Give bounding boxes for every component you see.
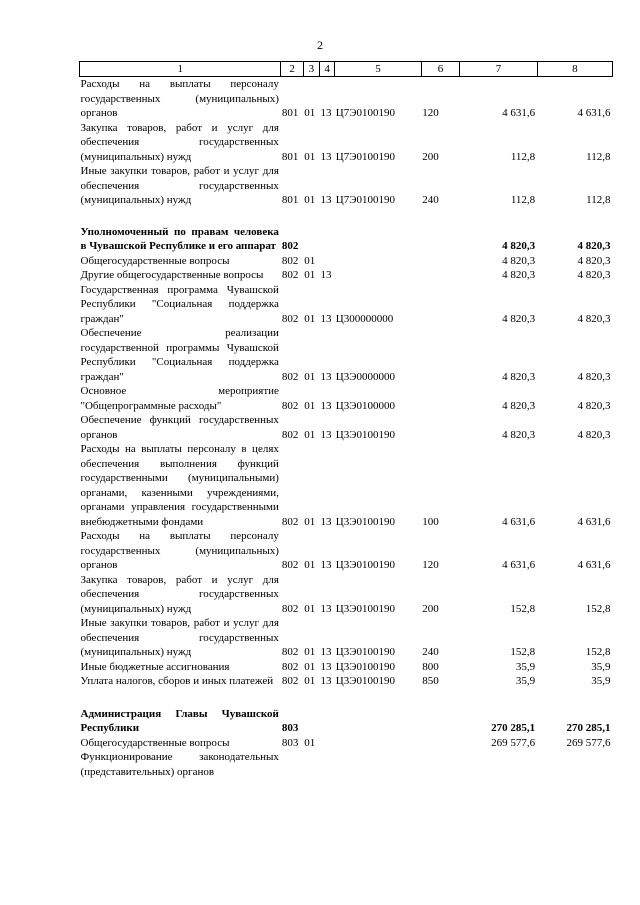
row-code-expense-type: 200 bbox=[422, 150, 439, 163]
row-code-target: Ц3Э0100190 bbox=[335, 602, 395, 615]
row-description: Другие общегосударственные вопросы bbox=[80, 269, 264, 281]
row-code-admin: 802 bbox=[281, 428, 299, 441]
row-amount-col7: 112,8 bbox=[510, 194, 536, 206]
row-description: Иные закупки товаров, работ и услуг для обеспечения государственных (муниципальных) нужд bbox=[80, 617, 279, 658]
row-code-expense-type: 850 bbox=[422, 675, 439, 687]
row-amount-col8: 4 820,3 bbox=[577, 254, 611, 267]
row-code-expense-type: 200 bbox=[422, 602, 439, 615]
row-code-expense-type: 240 bbox=[422, 194, 439, 206]
budget-table bbox=[79, 61, 613, 779]
row-amount-col7: 152,8 bbox=[510, 646, 536, 658]
row-code-target: Ц7Э0100190 bbox=[335, 107, 395, 119]
row-code-subsection bbox=[320, 750, 335, 779]
row-amount-col7: 4 820,3 bbox=[502, 428, 536, 441]
row-amount-col7: 4 820,3 bbox=[502, 254, 536, 267]
table-row bbox=[80, 283, 613, 327]
table-row bbox=[80, 164, 613, 208]
row-description: Закупка товаров, работ и услуг для обеспечения государственных (муниципальных) нужд bbox=[80, 573, 279, 615]
table-body bbox=[80, 77, 613, 780]
row-code-subsection: 13 bbox=[320, 602, 332, 615]
row-code-target bbox=[335, 750, 421, 779]
row-description: Общегосударственные вопросы bbox=[80, 736, 230, 749]
table-row bbox=[80, 660, 613, 675]
row-code-target: Ц3Э0100190 bbox=[335, 515, 395, 528]
row-code-admin bbox=[281, 750, 303, 779]
row-amount-col8: 4 631,6 bbox=[577, 559, 611, 571]
table-row bbox=[80, 529, 613, 573]
row-code-expense-type: 800 bbox=[422, 660, 439, 673]
table-row bbox=[80, 616, 613, 660]
row-code-target: Ц3Э0100190 bbox=[335, 428, 395, 441]
row-description: Обеспечение функций государственных органов bbox=[80, 414, 279, 441]
row-code-target: Ц3Э0100190 bbox=[335, 646, 395, 658]
row-code-admin: 801 bbox=[281, 107, 299, 119]
row-amount-col7: 4 631,6 bbox=[502, 515, 536, 528]
row-amount-col7: 269 577,6 bbox=[491, 736, 536, 749]
row-code-admin: 802 bbox=[281, 646, 299, 658]
table-row bbox=[80, 121, 613, 165]
row-amount-col8: 270 285,1 bbox=[566, 722, 611, 734]
row-description: Функционирование законодательных (представительных) органов bbox=[80, 751, 279, 778]
row-code-target: Ц300000000 bbox=[335, 312, 394, 325]
header-col-6: 6 bbox=[421, 62, 460, 77]
row-code-admin: 802 bbox=[281, 559, 299, 571]
row-amount-col7: 4 631,6 bbox=[502, 559, 536, 571]
row-code-section: 01 bbox=[304, 559, 316, 571]
row-amount-col8 bbox=[537, 750, 612, 779]
row-amount-col7: 4 631,6 bbox=[502, 107, 536, 119]
row-code-target: Ц7Э0100190 bbox=[335, 194, 395, 206]
spacer-row bbox=[80, 208, 613, 225]
row-description: Уплата налогов, сборов и иных платежей bbox=[80, 675, 274, 687]
header-col-2: 2 bbox=[281, 62, 303, 77]
row-code-admin: 802 bbox=[281, 660, 299, 673]
row-code-subsection: 13 bbox=[320, 107, 332, 119]
row-code-target bbox=[335, 225, 421, 254]
table-row bbox=[80, 268, 613, 283]
row-code-admin: 802 bbox=[281, 254, 299, 267]
row-description: Расходы на выплаты персоналу государственных (муниципальных) органов bbox=[80, 530, 279, 571]
table-row bbox=[80, 225, 613, 254]
row-code-subsection: 13 bbox=[320, 194, 332, 206]
row-code-expense-type bbox=[421, 283, 460, 327]
row-amount-col8: 4 820,3 bbox=[577, 370, 611, 383]
row-code-section: 01 bbox=[304, 602, 316, 615]
page-number: 2 bbox=[317, 38, 323, 52]
row-code-section: 01 bbox=[304, 107, 316, 119]
row-code-admin: 801 bbox=[281, 194, 299, 206]
spacer-cell bbox=[80, 689, 613, 707]
row-amount-col8: 152,8 bbox=[585, 646, 611, 658]
row-code-admin: 802 bbox=[281, 399, 299, 412]
row-code-subsection: 13 bbox=[320, 370, 332, 383]
row-code-expense-type: 120 bbox=[422, 107, 439, 119]
row-amount-col7: 4 820,3 bbox=[502, 399, 536, 412]
header-col-1: 1 bbox=[80, 62, 281, 77]
row-code-subsection bbox=[320, 707, 335, 736]
row-code-admin: 802 bbox=[281, 675, 299, 687]
row-amount-col8: 4 820,3 bbox=[577, 312, 611, 325]
row-code-subsection bbox=[320, 736, 335, 751]
row-code-target bbox=[335, 736, 421, 751]
header-col-5: 5 bbox=[335, 62, 421, 77]
row-code-expense-type bbox=[421, 254, 460, 269]
row-description: Закупка товаров, работ и услуг для обеспечения государственных (муниципальных) нужд bbox=[80, 121, 279, 163]
row-description: Администрация Главы Чувашской Республики bbox=[80, 707, 279, 734]
row-amount-col8: 4 631,6 bbox=[577, 107, 611, 119]
row-code-section: 01 bbox=[304, 399, 316, 412]
row-description: Расходы на выплаты персоналу государственных (муниципальных) органов bbox=[80, 78, 279, 119]
row-description: Расходы на выплаты персоналу в целях обеспечения выполнения функций государственными (муниципальными) органами, казенными учреждениями, органами управления государственными внебюджетными фондами bbox=[80, 443, 279, 528]
row-amount-col8: 4 820,3 bbox=[577, 269, 611, 281]
table-row bbox=[80, 413, 613, 442]
row-code-expense-type bbox=[421, 225, 460, 254]
row-description: Обеспечение реализации государственной программы Чувашской Республики "Социальная поддержка граждан" bbox=[80, 327, 279, 383]
row-amount-col8: 269 577,6 bbox=[566, 736, 611, 749]
row-description: Общегосударственные вопросы bbox=[80, 254, 230, 267]
row-code-expense-type: 100 bbox=[422, 515, 439, 528]
table-row bbox=[80, 736, 613, 751]
row-amount-col7: 4 820,3 bbox=[502, 312, 536, 325]
row-code-admin: 802 bbox=[281, 370, 299, 383]
row-code-section: 01 bbox=[304, 254, 316, 267]
row-amount-col8: 4 820,3 bbox=[577, 399, 611, 412]
row-code-expense-type bbox=[421, 384, 460, 413]
row-code-section: 01 bbox=[304, 675, 316, 687]
row-code-subsection: 13 bbox=[320, 428, 332, 441]
row-code-expense-type bbox=[421, 326, 460, 384]
row-code-subsection: 13 bbox=[320, 646, 332, 658]
row-code-subsection: 13 bbox=[320, 150, 332, 163]
row-description: Уполномоченный по правам человека в Чувашской Республике и его аппарат bbox=[80, 225, 279, 252]
row-amount-col7: 35,9 bbox=[515, 660, 536, 673]
row-code-section: 01 bbox=[304, 312, 316, 325]
row-code-admin: 803 bbox=[281, 722, 299, 734]
row-amount-col8: 112,8 bbox=[586, 150, 611, 163]
row-code-section: 01 bbox=[304, 660, 316, 673]
row-code-section: 01 bbox=[304, 646, 316, 658]
row-code-admin: 802 bbox=[281, 602, 299, 615]
row-code-subsection bbox=[320, 225, 335, 254]
row-code-target bbox=[335, 254, 421, 269]
row-code-expense-type bbox=[421, 413, 460, 442]
row-code-section bbox=[303, 225, 319, 254]
row-amount-col7: 112,8 bbox=[510, 150, 536, 163]
row-code-section: 01 bbox=[304, 428, 316, 441]
table-row bbox=[80, 254, 613, 269]
row-code-target: Ц3Э0100190 bbox=[335, 660, 395, 673]
row-description: Основное мероприятие "Общепрограммные расходы" bbox=[80, 385, 279, 412]
header-col-4: 4 bbox=[320, 62, 335, 77]
table-header-row bbox=[80, 62, 613, 77]
row-code-subsection: 13 bbox=[320, 675, 332, 687]
table-row bbox=[80, 326, 613, 384]
row-code-section: 01 bbox=[304, 150, 316, 163]
row-code-admin: 802 bbox=[281, 269, 299, 281]
header-col-3: 3 bbox=[303, 62, 319, 77]
row-code-expense-type bbox=[421, 750, 460, 779]
row-code-subsection: 13 bbox=[320, 312, 332, 325]
table-row bbox=[80, 707, 613, 736]
row-code-admin: 801 bbox=[281, 150, 299, 163]
table-row bbox=[80, 77, 613, 121]
row-amount-col8: 112,8 bbox=[586, 194, 611, 206]
spacer-cell bbox=[80, 208, 613, 225]
row-code-target: Ц7Э0100190 bbox=[335, 150, 395, 163]
spacer-row bbox=[80, 689, 613, 707]
row-amount-col8: 35,9 bbox=[591, 660, 611, 673]
row-code-subsection: 13 bbox=[320, 559, 332, 571]
row-code-subsection: 13 bbox=[320, 660, 332, 673]
row-code-target bbox=[335, 707, 421, 736]
row-code-expense-type bbox=[421, 707, 460, 736]
row-amount-col8: 152,8 bbox=[585, 602, 611, 615]
table-row bbox=[80, 750, 613, 779]
row-amount-col7: 152,8 bbox=[510, 602, 536, 615]
header-col-7: 7 bbox=[460, 62, 537, 77]
row-amount-col8: 4 820,3 bbox=[577, 240, 611, 252]
row-code-subsection bbox=[320, 254, 335, 269]
row-code-section: 01 bbox=[304, 370, 316, 383]
row-code-admin: 803 bbox=[281, 736, 299, 749]
row-amount-col8: 35,9 bbox=[591, 675, 611, 687]
row-code-target: Ц3Э0100190 bbox=[335, 675, 395, 687]
table-row bbox=[80, 442, 613, 529]
row-code-section: 01 bbox=[304, 515, 316, 528]
row-code-section bbox=[303, 707, 319, 736]
row-amount-col7 bbox=[460, 750, 537, 779]
row-code-section: 01 bbox=[304, 736, 316, 749]
row-description: Государственная программа Чувашской Республики "Социальная поддержка граждан" bbox=[80, 283, 279, 325]
header-col-8: 8 bbox=[537, 62, 612, 77]
row-amount-col8: 4 820,3 bbox=[577, 428, 611, 441]
row-code-admin: 802 bbox=[281, 515, 299, 528]
row-code-section: 01 bbox=[304, 269, 316, 281]
row-description: Иные закупки товаров, работ и услуг для обеспечения государственных (муниципальных) нужд bbox=[80, 165, 279, 206]
table-row bbox=[80, 573, 613, 617]
row-amount-col7: 4 820,3 bbox=[502, 240, 536, 252]
row-code-target bbox=[335, 268, 421, 283]
row-code-expense-type bbox=[421, 268, 460, 283]
row-code-target: Ц3Э0100190 bbox=[335, 559, 395, 571]
row-code-subsection: 13 bbox=[320, 269, 332, 281]
row-code-target: Ц3Э0100000 bbox=[335, 399, 395, 412]
row-code-target: Ц3Э0000000 bbox=[335, 370, 395, 383]
row-code-section bbox=[303, 750, 319, 779]
row-amount-col7: 4 820,3 bbox=[502, 269, 536, 281]
row-amount-col8: 4 631,6 bbox=[577, 515, 611, 528]
row-code-expense-type bbox=[421, 736, 460, 751]
row-code-admin: 802 bbox=[281, 312, 299, 325]
row-description: Иные бюджетные ассигнования bbox=[80, 660, 230, 673]
row-amount-col7: 35,9 bbox=[515, 675, 536, 687]
row-code-section: 01 bbox=[304, 194, 316, 206]
row-code-expense-type: 120 bbox=[422, 559, 439, 571]
row-amount-col7: 270 285,1 bbox=[491, 722, 536, 734]
row-code-subsection: 13 bbox=[320, 515, 332, 528]
row-code-admin: 802 bbox=[281, 240, 299, 252]
row-amount-col7: 4 820,3 bbox=[502, 370, 536, 383]
row-code-expense-type: 240 bbox=[422, 646, 439, 658]
table-row bbox=[80, 674, 613, 689]
row-code-subsection: 13 bbox=[320, 399, 332, 412]
table-row bbox=[80, 384, 613, 413]
